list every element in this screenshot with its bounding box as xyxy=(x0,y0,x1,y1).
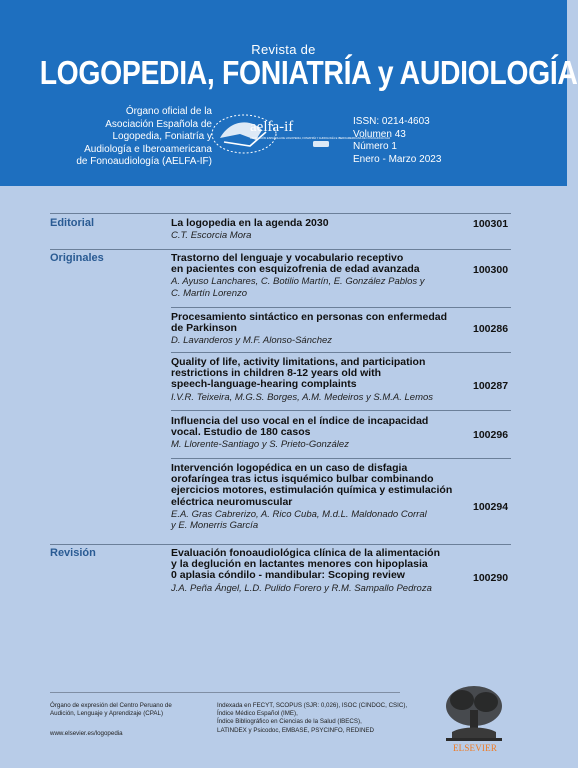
issue-number: Número 1 xyxy=(353,141,397,152)
article-authors: M. Llorente-Santiago y S. Prieto-González xyxy=(171,439,349,451)
cpal-statement xyxy=(50,702,172,718)
article-divider xyxy=(171,352,511,353)
volume: Volumen 43 xyxy=(353,128,406,140)
article-entry[interactable] xyxy=(171,357,461,403)
article-divider xyxy=(171,458,511,459)
section-divider xyxy=(50,249,511,250)
article-title-line: orofaríngea tras ictus isquémico bulbar combinando xyxy=(171,473,434,486)
article-title-line: Quality of life, activity limitations, and participation xyxy=(171,356,426,368)
article-number: 100290 xyxy=(473,572,509,584)
issue-info xyxy=(353,116,441,166)
article-divider xyxy=(171,307,511,308)
article-number: 100296 xyxy=(473,429,509,441)
footer-line: Índice Bibliográfico en Ciencias de la Salud (IBECS), xyxy=(217,718,362,726)
article-title-line: 0 aplasia cóndilo - mandibular: Scoping review xyxy=(171,569,405,582)
article-entry[interactable] xyxy=(171,253,461,299)
footer-line: Indexada en FECYT, SCOPUS (SJR: 0,026), ISOC (CINDOC, CSIC), xyxy=(217,702,408,709)
organ-line: Asociación Española de xyxy=(105,118,212,130)
article-authors: y E. Monerris García xyxy=(171,520,259,532)
article-title-line: speech-language-hearing complaints xyxy=(171,378,357,391)
article-authors: E.A. Gras Cabrerizo, A. Rico Cuba, M.d.L. Maldonado Corral xyxy=(171,508,427,520)
article-divider xyxy=(171,410,511,411)
footer-line: Audición, Lenguaje y Aprendizaje (CPAL) xyxy=(50,710,164,718)
journal-url[interactable]: www.elsevier.es/logopedia xyxy=(50,730,123,737)
article-entry[interactable] xyxy=(171,416,461,451)
logo-wordmark: aelfa-if xyxy=(250,119,294,135)
article-entry[interactable] xyxy=(171,463,461,532)
article-title-line: Influencia del uso vocal en el índice de incapacidad xyxy=(171,415,429,427)
article-title-line: restrictions in children 8-12 years old with xyxy=(171,367,382,380)
article-number: 100286 xyxy=(473,323,509,335)
organ-line: Órgano oficial de la xyxy=(125,106,212,117)
publisher-name: ELSEVIER xyxy=(452,743,498,753)
article-title-line: eléctrica neuromuscular xyxy=(171,495,293,508)
article-number: 100301 xyxy=(473,218,509,230)
article-title-line: vocal. Estudio de 180 casos xyxy=(171,426,311,439)
article-authors: D. Lavanderos y M.F. Alonso-Sánchez xyxy=(171,335,333,347)
article-number: 100300 xyxy=(473,264,509,276)
elsevier-tree-icon xyxy=(442,682,506,744)
article-entry[interactable] xyxy=(171,312,461,347)
article-number: 100294 xyxy=(473,501,509,513)
article-entry[interactable] xyxy=(171,548,461,594)
article-title-line: Evaluación fonoaudiológica clínica de la alimentación xyxy=(171,547,440,559)
journal-prefix: Revista de xyxy=(251,42,316,57)
organ-line: Audiología e Iberoamericana xyxy=(84,143,212,155)
article-title-line: de Parkinson xyxy=(171,322,237,335)
journal-title: LOGOPEDIA, FONIATRÍA y AUDIOLOGÍA xyxy=(39,54,578,91)
footer-divider xyxy=(50,692,400,693)
article-authors: A. Ayuso Lanchares, C. Botilio Martín, E. González Pablos y xyxy=(171,276,425,288)
issn: ISSN: 0214-4603 xyxy=(353,116,430,127)
journal-header xyxy=(0,0,578,186)
article-authors: J.A. Peña Ángel, L.D. Pulido Forero y R.M. Sampallo Pedroza xyxy=(171,582,432,594)
section-divider xyxy=(50,544,511,545)
section-label-originales: Originales xyxy=(50,252,104,264)
article-title-line: Trastorno del lenguaje y vocabulario receptivo xyxy=(171,252,404,264)
article-title-line: La logopedia en la agenda 2030 xyxy=(171,217,329,229)
footer-line: Índice Médico Español (IME), xyxy=(217,710,298,718)
section-divider xyxy=(50,213,511,214)
section-label-editorial: Editorial xyxy=(50,217,95,229)
indexing-statement xyxy=(217,702,407,735)
article-authors: I.V.R. Teixeira, M.G.S. Borges, A.M. Medeiros y S.M.A. Lemos xyxy=(171,391,434,403)
article-title-line: ejercicios motores, estimulación química y estimulación xyxy=(171,484,453,497)
organ-line: de Fonoaudiología (AELFA-IF) xyxy=(76,156,212,167)
article-title-line: en pacientes con esquizofrenia de edad avanzada xyxy=(171,263,420,276)
footer-line: LATINDEX y Psicodoc, EMBASE, PSYCINFO, REDINED xyxy=(217,726,375,734)
logo-subtitle: ASOCIACIÓN ESPAÑOLA DE LOGOPEDIA, FONIATRÍA Y AUDIOLOGÍA E IBEROAMERICANA DE FONOAUDIOLOGÍA xyxy=(250,137,391,140)
article-title-line: Procesamiento sintáctico en personas con enfermedad xyxy=(171,311,448,323)
article-title-line: y la deglución en lactantes menores con hipoplasia xyxy=(171,558,428,571)
article-entry[interactable] xyxy=(171,218,461,242)
footer-line: Órgano de expresión del Centro Peruano de xyxy=(50,702,172,709)
section-label-revision: Revisión xyxy=(50,547,96,559)
issue-date: Enero - Marzo 2023 xyxy=(353,153,442,165)
article-authors: C.T. Escorcia Mora xyxy=(171,230,252,242)
article-authors: C. Martín Lorenzo xyxy=(171,287,248,299)
official-organ-statement xyxy=(40,106,212,169)
article-title-line: Intervención logopédica en un caso de disfagia xyxy=(171,462,408,474)
organ-line: Logopedia, Foniatría y xyxy=(112,131,212,142)
article-number: 100287 xyxy=(473,380,509,392)
